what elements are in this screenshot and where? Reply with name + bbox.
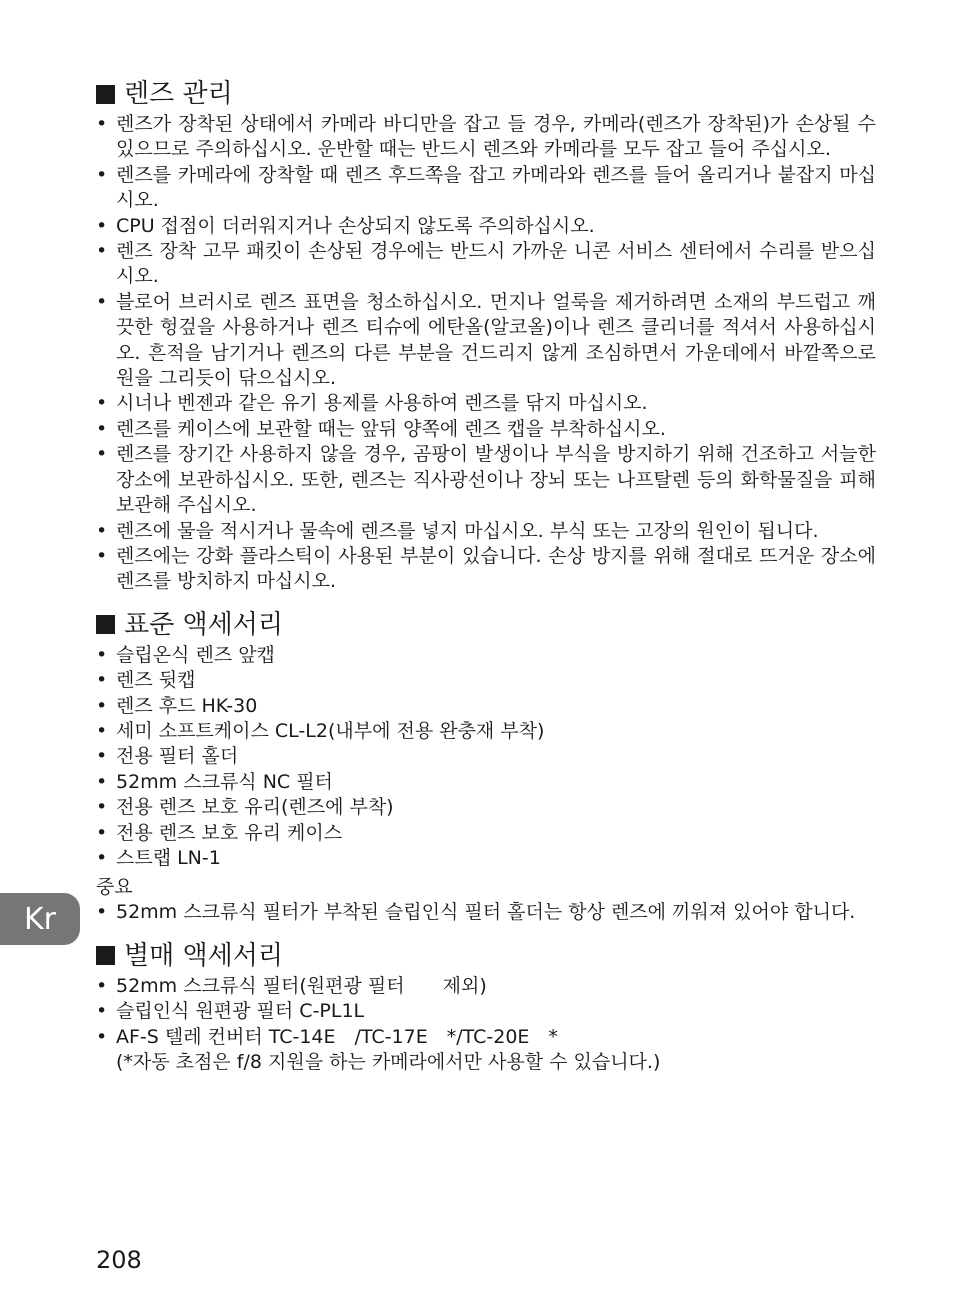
- list-item: • 52mm 스크류식 NC 필터: [96, 770, 876, 795]
- list-item: • 렌즈를 케이스에 보관할 때는 앞뒤 양쪽에 렌즈 캡을 부착하십시오.: [96, 417, 876, 442]
- list-item: • AF-S 텔레 컨버터 TC-14E /TC-17E */TC-20E *: [96, 1025, 876, 1050]
- lens-care-list: [96, 112, 876, 595]
- important-note-label: 중요: [96, 876, 133, 899]
- list-item: • 세미 소프트케이스 CL-L2(내부에 전용 완충재 부착): [96, 719, 876, 744]
- optional-accessories-list: [96, 974, 876, 1050]
- page-number: 208: [96, 1246, 142, 1274]
- teleconverter-footnote: (*자동 초점은 f/8 지원을 하는 카메라에서만 사용할 수 있습니다.): [116, 1051, 661, 1073]
- language-tab-label: Kr: [23, 901, 56, 937]
- standard-accessories-list: [96, 643, 876, 872]
- list-item: • 스트랩 LN-1: [96, 846, 876, 871]
- list-item: • 렌즈 후드 HK-30: [96, 694, 876, 719]
- list-item: • 전용 렌즈 보호 유리 케이스: [96, 821, 876, 846]
- list-item: • 렌즈를 카메라에 장착할 때 렌즈 후드쪽을 잡고 카메라와 렌즈를 들어 올리거나 붙잡지 마십시오.: [96, 163, 876, 214]
- list-item: • 슬립온식 렌즈 앞캡: [96, 643, 876, 668]
- list-item: • 렌즈 뒷캡: [96, 668, 876, 693]
- square-bullet-icon: [96, 946, 115, 965]
- optional-accessories-heading: [96, 940, 876, 972]
- list-item: • 시너나 벤젠과 같은 유기 용제를 사용하여 렌즈를 닦지 마십시오.: [96, 391, 876, 416]
- list-item: • 렌즈에는 강화 플라스틱이 사용된 부분이 있습니다. 손상 방지를 위해 절대로 뜨거운 장소에 렌즈를 방치하지 마십시오.: [96, 544, 876, 595]
- list-item: • 렌즈가 장착된 상태에서 카메라 바디만을 잡고 들 경우, 카메라(렌즈가 장착된)가 손상될 수 있으므로 주의하십시오. 운반할 때는 반드시 렌즈와 카메라를 모두 잡고 들어 주십시오.: [96, 112, 876, 163]
- list-item: • 전용 필터 홀더: [96, 744, 876, 769]
- language-tab: [0, 893, 80, 945]
- list-item: • 슬립인식 원편광 필터 C-PL1L: [96, 999, 876, 1024]
- square-bullet-icon: [96, 85, 115, 104]
- standard-accessories-heading: [96, 609, 876, 641]
- important-note-list: [96, 900, 876, 925]
- square-bullet-icon: [96, 615, 115, 634]
- list-item: • 블로어 브러시로 렌즈 표면을 청소하십시오. 먼지나 얼룩을 제거하려면 소재의 부드럽고 깨끗한 헝겊을 사용하거나 렌즈 티슈에 에탄올(알코올)이나 렌즈 클리너를 적셔서 사용하십시오. 흔적을 남기거나 렌즈의 다른 부분을 건드리지 않게 조심하면서 가운데에서 바깥쪽으로 원을 그리듯이 닦으십시오.: [96, 290, 876, 392]
- optional-accessories-title: 별매 액세서리: [124, 940, 283, 971]
- standard-accessories-title: 표준 액세서리: [124, 609, 283, 640]
- list-item: • 렌즈에 물을 적시거나 물속에 렌즈를 넣지 마십시오. 부식 또는 고장의 원인이 됩니다.: [96, 519, 876, 544]
- list-item: • 52mm 스크류식 필터(원편광 필터 제외): [96, 974, 876, 999]
- list-item: • 52mm 스크류식 필터가 부착된 슬립인식 필터 홀더는 항상 렌즈에 끼워져 있어야 합니다.: [96, 900, 876, 925]
- lens-care-title: 렌즈 관리: [124, 79, 233, 109]
- list-item: • 렌즈를 장기간 사용하지 않을 경우, 곰팡이 발생이나 부식을 방지하기 위해 건조하고 서늘한 장소에 보관하십시오. 또한, 렌즈는 직사광선이나 장뇌 또는 나프탈렌 등의 화학물질을 피해 보관해 주십시오.: [96, 442, 876, 518]
- list-item: • 렌즈 장착 고무 패킷이 손상된 경우에는 반드시 가까운 니콘 서비스 센터에서 수리를 받으십시오.: [96, 239, 876, 290]
- list-item: • 전용 렌즈 보호 유리(렌즈에 부착): [96, 795, 876, 820]
- page-content: [96, 78, 876, 1075]
- list-item: • CPU 접점이 더러워지거나 손상되지 않도록 주의하십시오.: [96, 214, 876, 239]
- lens-care-heading: [96, 78, 876, 110]
